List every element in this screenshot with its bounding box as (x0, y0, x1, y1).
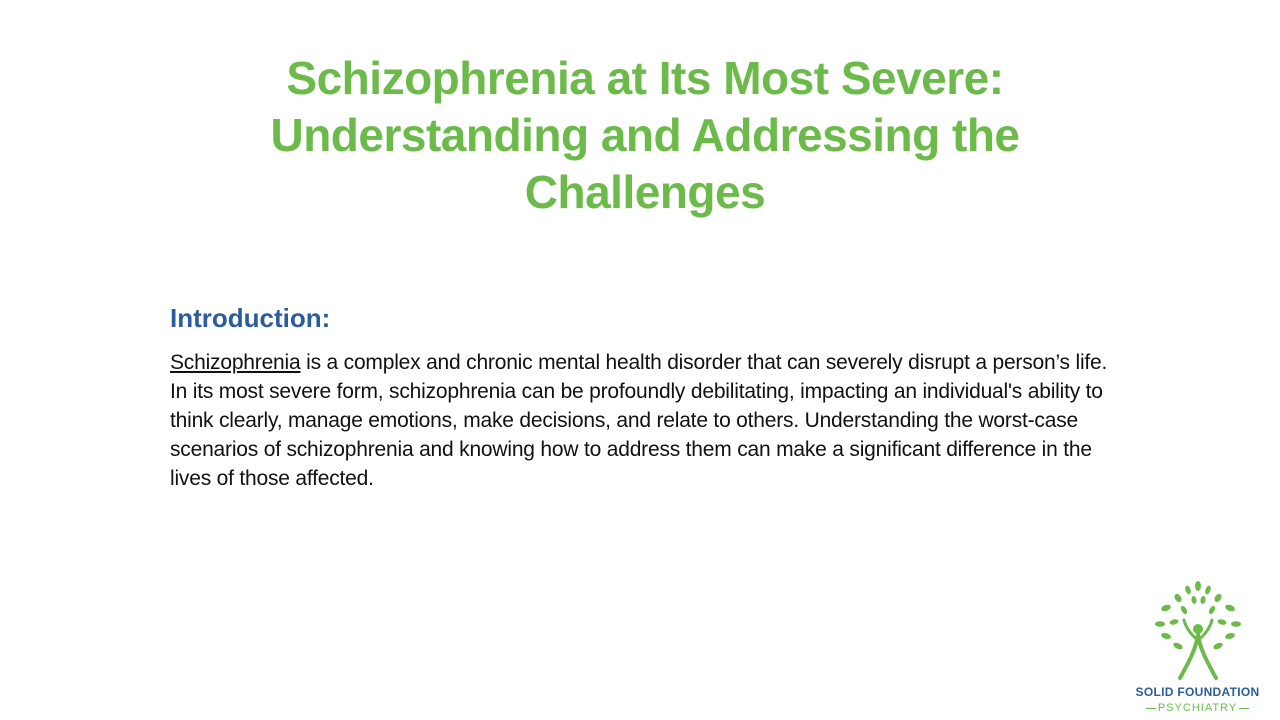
logo-dash-right (1239, 708, 1249, 709)
tree-person-icon (1142, 578, 1252, 684)
slide-title (200, 50, 1090, 221)
intro-paragraph (170, 348, 1110, 493)
logo-subtitle-text: PSYCHIATRY (1157, 702, 1238, 714)
title-line-2: Understanding and Addressing the (270, 109, 1020, 161)
logo-name: SOLID FOUNDATION (1135, 685, 1260, 699)
logo-subtitle (1120, 702, 1275, 714)
intro-paragraph-text: is a complex and chronic mental health disorder that can severely disrupt a person’s life. In its most severe form, schizophrenia can be profoundly debilitating, impacting an individual's ability to think clearly, manage emotions, make decisions, and relate to others. Understanding the worst-case scenarios of schizophrenia and knowing how to address them can make a significant difference in the lives of those affected. (170, 351, 1108, 490)
company-logo (1120, 578, 1275, 718)
intro-heading: Introduction: (170, 303, 331, 333)
title-line-1: Schizophrenia at Its Most Severe: (286, 52, 1004, 104)
title-line-3: Challenges (524, 166, 766, 218)
logo-dash-left (1146, 708, 1156, 709)
schizophrenia-link[interactable]: Schizophrenia (170, 351, 301, 374)
